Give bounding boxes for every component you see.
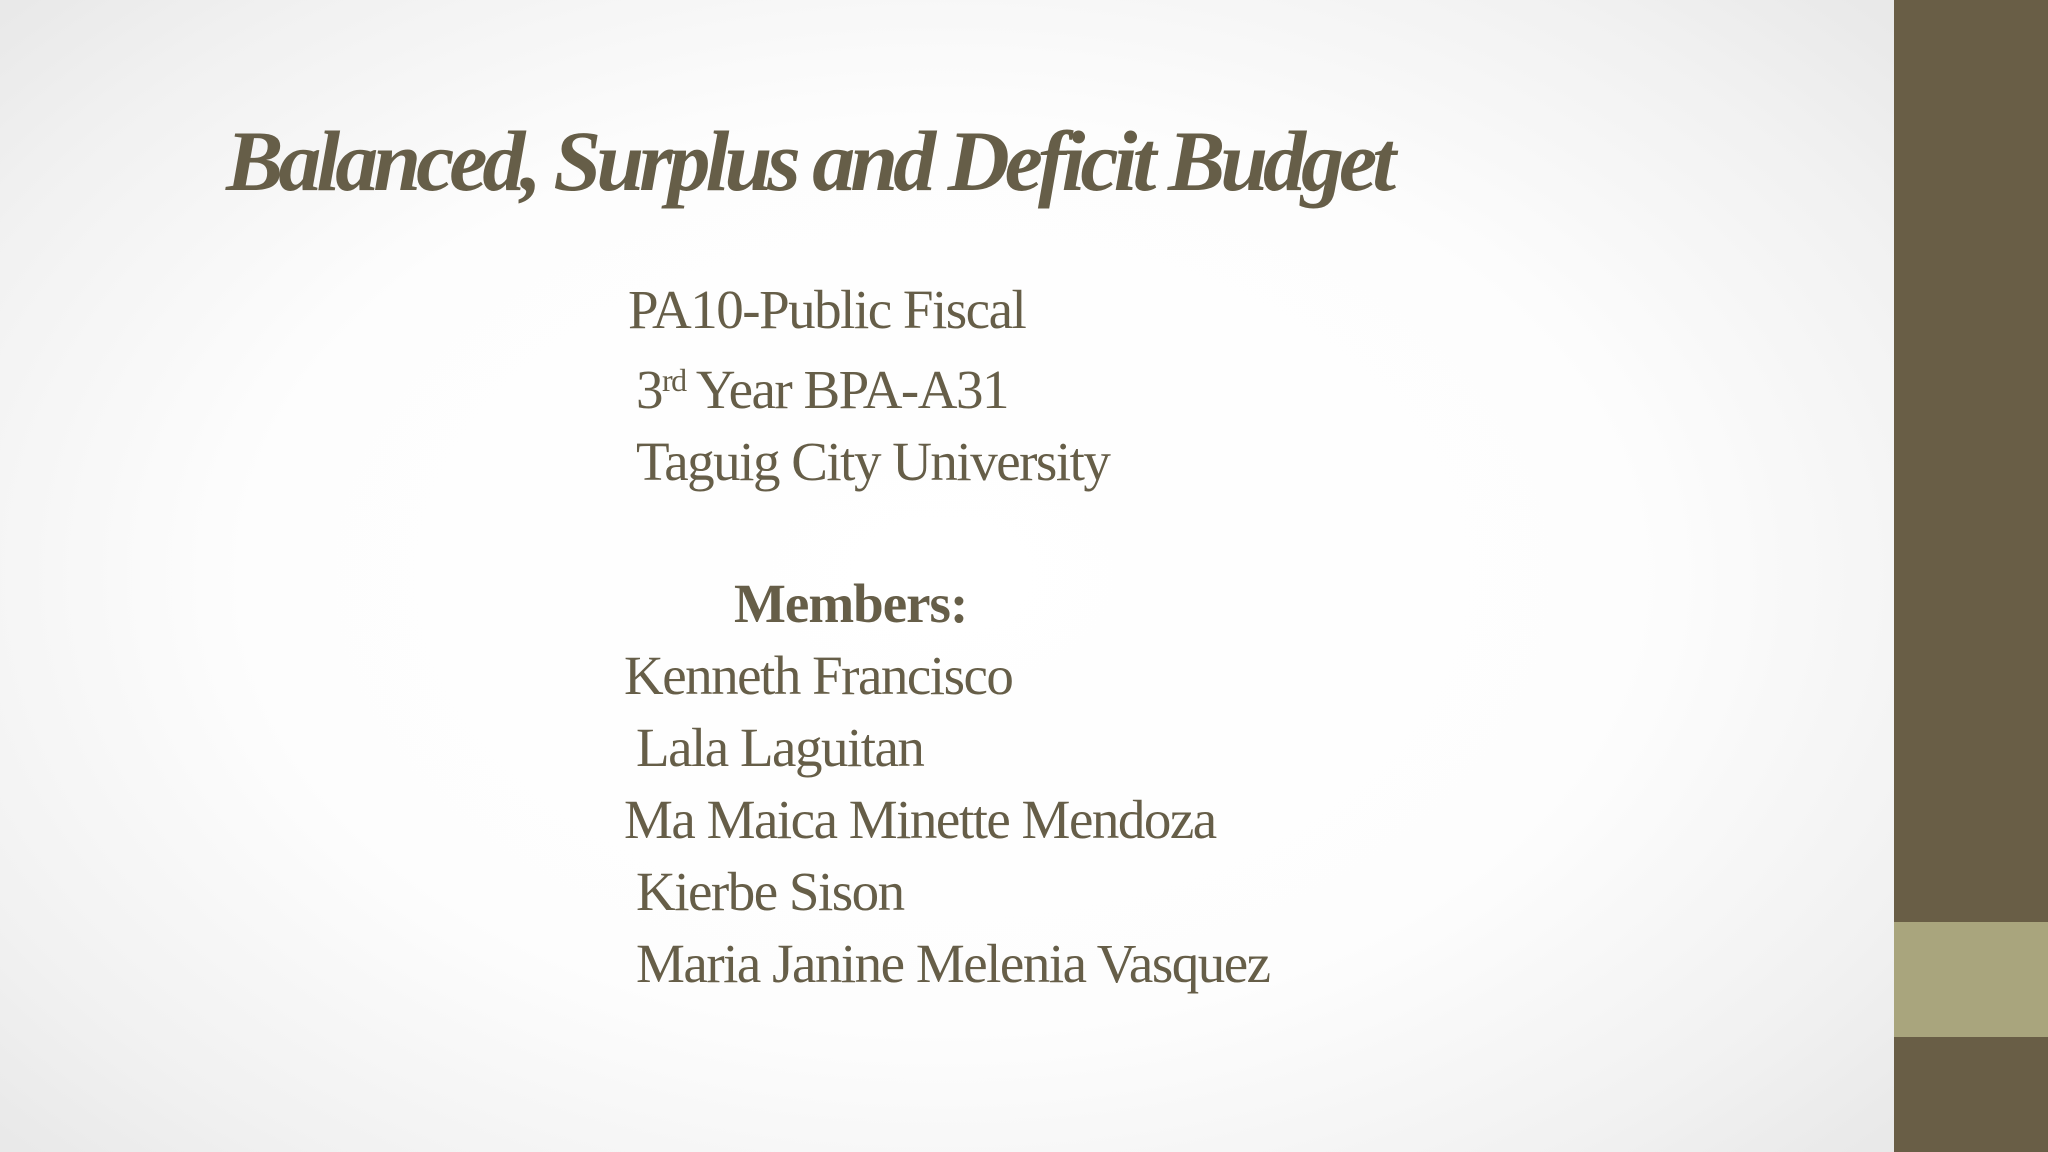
members-heading: Members: — [734, 573, 968, 634]
member-name: Kierbe Sison — [636, 861, 904, 922]
university-line: Taguig City University — [636, 431, 1110, 492]
member-name: Maria Janine Melenia Vasquez — [636, 933, 1270, 994]
member-name: Ma Maica Minette Mendoza — [624, 789, 1216, 850]
year-rest: Year BPA-A31 — [685, 359, 1008, 420]
member-name: Lala Laguitan — [636, 717, 924, 778]
year-line — [636, 359, 1008, 420]
course-line: PA10-Public Fiscal — [628, 279, 1026, 340]
member-name: Kenneth Francisco — [624, 645, 1013, 706]
year-number: 3 — [636, 359, 662, 420]
year-suffix: rd — [662, 362, 686, 398]
decorative-sidebar-band — [1894, 922, 2048, 1037]
slide-title: Balanced, Surplus and Deficit Budget — [226, 113, 1392, 209]
decorative-sidebar — [1894, 0, 2048, 1152]
